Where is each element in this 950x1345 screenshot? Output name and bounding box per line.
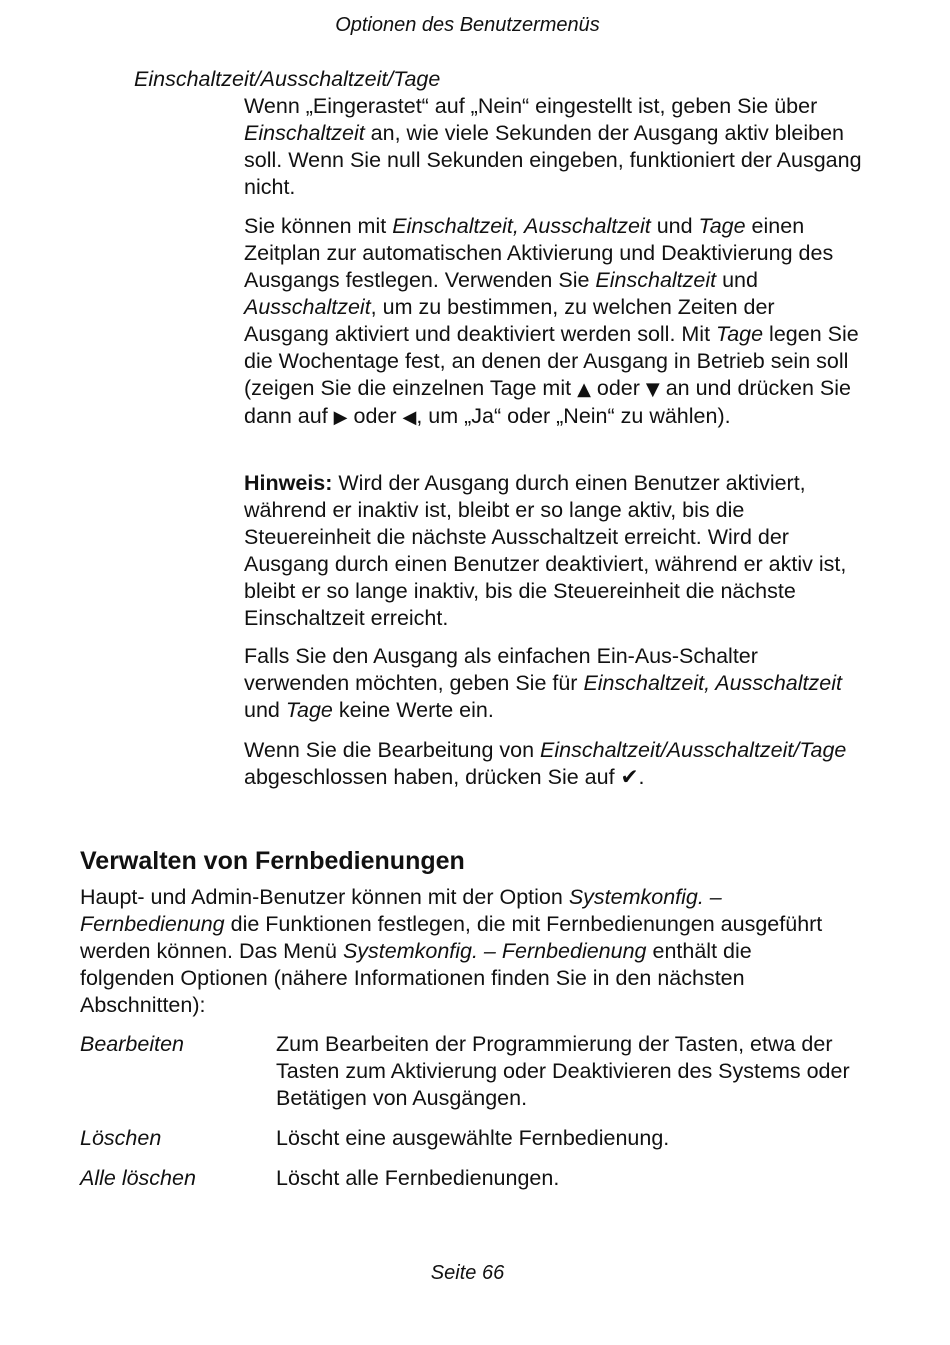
paragraph-finish: Wenn Sie die Bearbeitung von Einschaltzeit/Ausschaltzeit/Tage abgeschlossen haben, drücken Sie auf ✔. xyxy=(244,738,847,789)
arrow-up-icon: ▲ xyxy=(577,379,591,400)
arrow-right-icon: ▶ xyxy=(333,407,348,428)
checkmark-icon: ✔ xyxy=(620,765,639,789)
arrow-down-icon: ▼ xyxy=(645,379,660,400)
page-header: Optionen des Benutzermenüs xyxy=(335,14,600,36)
paragraph-switch: Falls Sie den Ausgang als einfachen Ein-Aus-Schalter verwenden möchten, geben Sie für Einschaltzeit, Ausschaltzeit und Tage keine Werte ein. xyxy=(244,644,842,722)
option-term-delete-all: Alle löschen xyxy=(80,1166,196,1190)
option-term-edit: Bearbeiten xyxy=(80,1032,184,1056)
note-paragraph: Hinweis: Wird der Ausgang durch einen Benutzer aktiviert, während er inaktiv ist, bleibt er so lange aktiv, bis die Steuereinheit die nächste Ausschaltzeit erreicht. Wird der Ausgang durch einen Benutzer deaktiviert, während er aktiv ist, bleibt er so lange inaktiv, bis die Steuereinheit die nächste Einschaltzeit erreicht. xyxy=(244,471,847,630)
option-term-delete: Löschen xyxy=(80,1126,162,1150)
section-heading-remotes: Verwalten von Fernbedienungen xyxy=(80,847,465,875)
option-desc-delete: Löscht eine ausgewählte Fernbedienung. xyxy=(276,1126,670,1150)
paragraph-remotes-intro: Haupt- und Admin-Benutzer können mit der Option Systemkonfig. – Fernbedienung die Funktionen festlegen, die mit Fernbedienungen ausgeführt werden können. Das Menü Systemkonfig. – Fernbedienung enthält die folgenden Optionen (nähere Informationen finden Sie in den nächsten Abschnitten): xyxy=(80,885,823,1017)
option-desc-delete-all: Löscht alle Fernbedienungen. xyxy=(276,1166,560,1190)
subheading-schedule: Einschaltzeit/Ausschaltzeit/Tage xyxy=(134,67,441,91)
note-label: Hinweis: xyxy=(244,471,333,495)
paragraph-on-time: Wenn „Eingerastet“ auf „Nein“ eingestellt ist, geben Sie über Einschaltzeit an, wie viele Sekunden der Ausgang aktiv bleiben soll. Wenn Sie null Sekunden eingeben, funktioniert der Ausgang nicht. xyxy=(244,94,862,199)
page-number: Seite 66 xyxy=(430,1262,505,1284)
paragraph-schedule: Sie können mit Einschaltzeit, Ausschaltzeit und Tage einen Zeitplan zur automatischen Aktivierung und Deaktivierung des Ausgangs festlegen. Verwenden Sie Einschaltzeit und Ausschaltzeit, um zu bestimmen, zu welchen Zeiten der Ausgang aktiviert und deaktiviert werden soll. Mit Tage legen Sie die Wochentage fest, an denen der Ausgang in Betrieb sein soll (zeigen Sie die einzelnen Tage mit ▲ oder ▼ an und drücken Sie dann auf ▶ oder ◀, um „Ja“ oder „Nein“ zu wählen). xyxy=(244,214,859,428)
arrow-left-icon: ◀ xyxy=(402,407,417,428)
option-desc-edit: Zum Bearbeiten der Programmierung der Tasten, etwa der Tasten zum Aktivierung oder Deaktivieren des Systems oder Betätigen von Ausgängen. xyxy=(276,1032,850,1110)
